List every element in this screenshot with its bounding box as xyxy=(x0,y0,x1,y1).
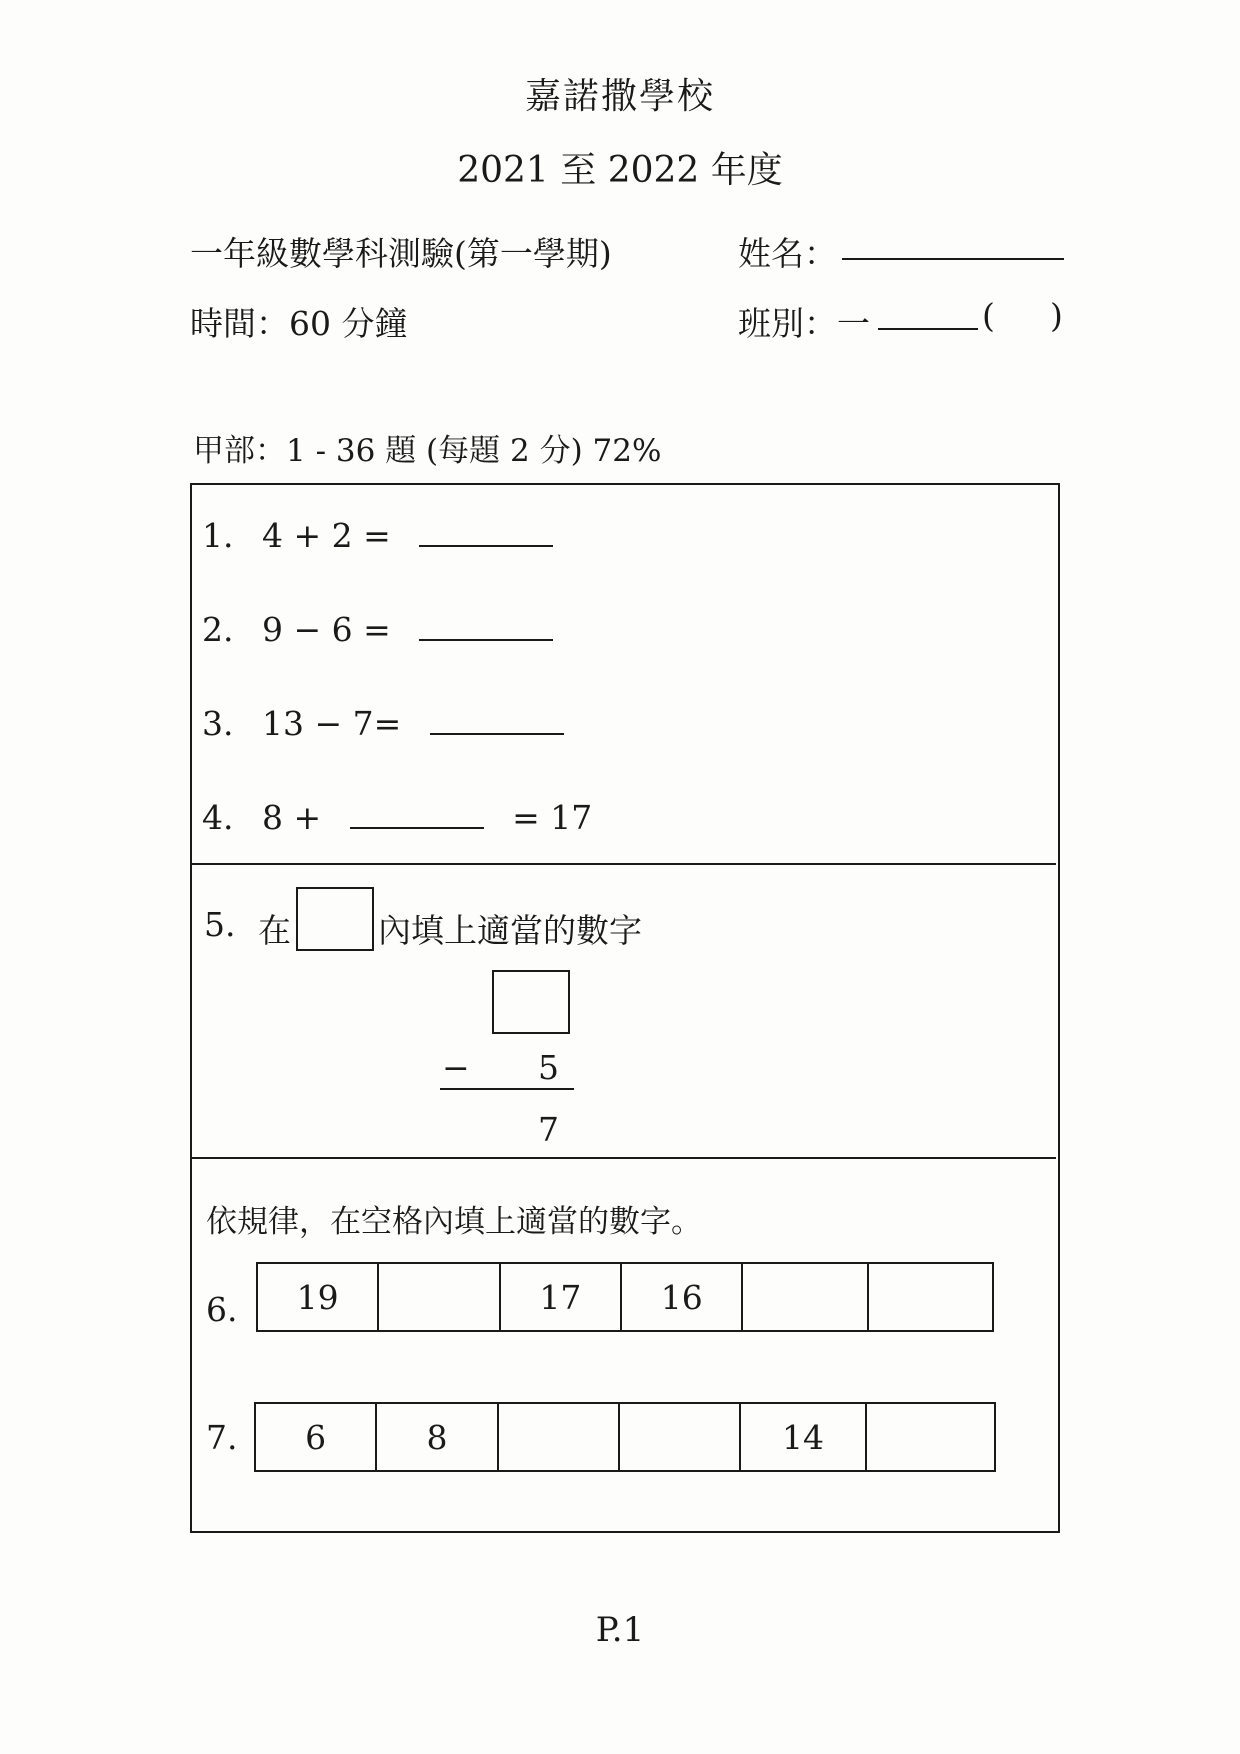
seq6-cell-3: 17 xyxy=(501,1264,622,1330)
subtraction-line xyxy=(440,1088,574,1090)
section-title: 甲部：1 - 36 題 (每題 2 分) 72% xyxy=(193,433,662,469)
question-3 xyxy=(202,704,564,743)
seq7-cell-4[interactable] xyxy=(620,1404,741,1470)
question-6-number: 6. xyxy=(206,1290,238,1329)
question-number: 3. xyxy=(202,704,234,743)
question-4 xyxy=(202,798,592,837)
minus-sign: − xyxy=(442,1048,470,1087)
example-box xyxy=(296,887,374,951)
divider-2 xyxy=(192,1157,1056,1159)
subtrahend: 5 xyxy=(538,1048,559,1087)
answer-blank-4[interactable] xyxy=(350,826,484,829)
seq7-cell-3[interactable] xyxy=(499,1404,620,1470)
divider-1 xyxy=(192,863,1056,865)
test-title: 一年級數學科測驗(第一學期) xyxy=(190,234,612,273)
sequence-table-7 xyxy=(254,1402,996,1472)
pattern-instruction: 依規律，在空格內填上適當的數字。 xyxy=(206,1204,702,1240)
question-number: 1. xyxy=(202,516,234,555)
academic-year: 2021 至 2022 年度 xyxy=(457,150,783,191)
school-name: 嘉諾撒學校 xyxy=(524,76,715,117)
question-7-number: 7. xyxy=(206,1418,238,1457)
expression-right: = 17 xyxy=(512,798,593,837)
seq7-cell-6[interactable] xyxy=(867,1404,994,1470)
question-number: 4. xyxy=(202,798,234,837)
seq6-cell-1: 19 xyxy=(258,1264,379,1330)
question-2 xyxy=(202,610,553,649)
seq7-cell-2: 8 xyxy=(377,1404,498,1470)
name-label: 姓名： xyxy=(738,234,837,273)
answer-blank-3[interactable] xyxy=(430,732,564,735)
sequence-table-6 xyxy=(256,1262,994,1332)
question-5-pre: 在 xyxy=(258,911,291,950)
class-label: 班別：一 xyxy=(738,304,870,343)
seq6-cell-5[interactable] xyxy=(743,1264,868,1330)
page-number: P.1 xyxy=(595,1610,645,1650)
class-number-close-paren: ) xyxy=(1050,296,1063,335)
seq7-cell-5: 14 xyxy=(741,1404,866,1470)
question-5-number: 5. xyxy=(204,905,236,944)
seq7-cell-1: 6 xyxy=(256,1404,377,1470)
q5-answer-box[interactable] xyxy=(492,970,570,1034)
question-number: 2. xyxy=(202,610,234,649)
question-1 xyxy=(202,516,553,555)
difference: 7 xyxy=(538,1110,559,1149)
expression-left: 8 + xyxy=(262,798,322,837)
question-5-instruction: 內填上適當的數字 xyxy=(378,911,642,950)
seq6-cell-4: 16 xyxy=(622,1264,743,1330)
expression: 13 − 7= xyxy=(262,704,402,743)
time-info: 時間：60 分鐘 xyxy=(190,304,408,343)
name-field[interactable] xyxy=(842,258,1064,260)
seq6-cell-6[interactable] xyxy=(869,1264,992,1330)
expression: 9 − 6 = xyxy=(262,610,391,649)
expression: 4 + 2 = xyxy=(262,516,391,555)
answer-blank-1[interactable] xyxy=(419,544,553,547)
class-field[interactable] xyxy=(878,328,978,330)
seq6-cell-2[interactable] xyxy=(379,1264,500,1330)
class-number-open-paren: ( xyxy=(982,296,995,335)
answer-blank-2[interactable] xyxy=(419,638,553,641)
